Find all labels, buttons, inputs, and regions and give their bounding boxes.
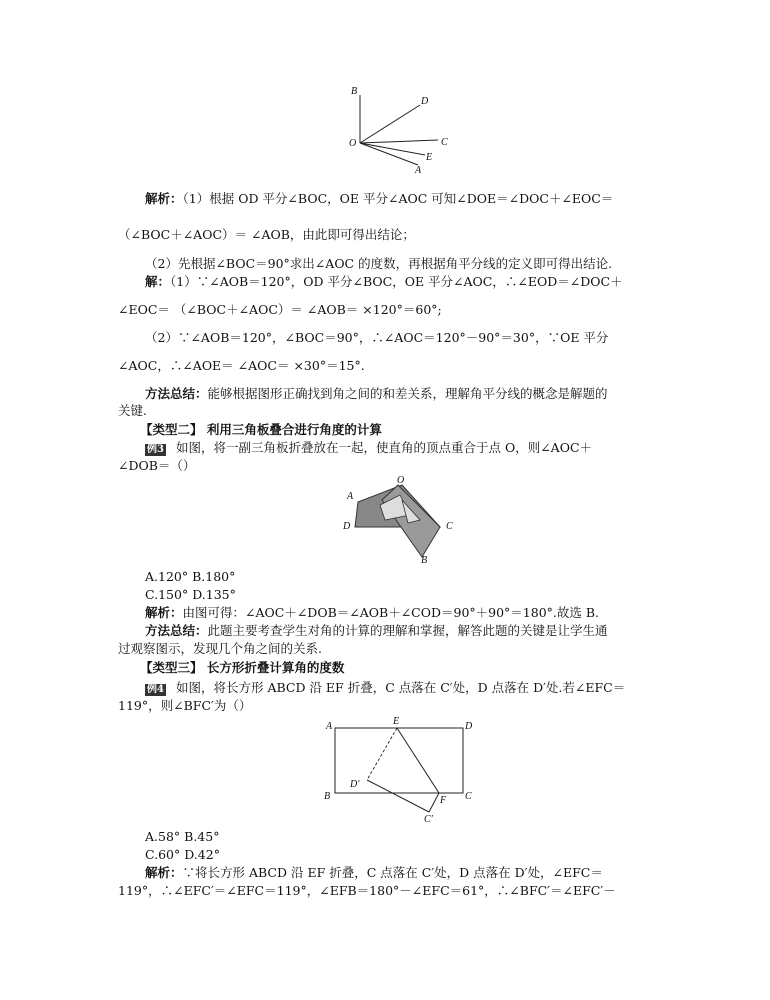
solution1-line2: ∠EOC＝ （∠BOC＋∠AOC）＝ ∠AOB＝ ×120°＝60°; [118, 302, 442, 317]
fig3-label-e: E [393, 716, 400, 727]
ex3-line2: ∠DOB＝（） [118, 458, 196, 473]
fig3-label-cprime: C′ [424, 814, 433, 825]
ex4-options-ab: A.58° B.45° [145, 829, 220, 844]
fig1-label-o: O [349, 138, 357, 149]
ex4-analysis-line2: 119°，∴∠EFC′＝∠EFC＝119°，∠EFB＝180°－∠EFC＝61°，∴∠BFC′＝∠EFC′－ [118, 883, 616, 898]
fig3-label-c: C [465, 791, 472, 802]
figure-rectangle-fold [325, 718, 485, 828]
method1-line1: 方法总结：能够根据图形正确找到角之间的和差关系，理解角平分线的概念是解题的 [145, 386, 608, 401]
ex3-options-cd: C.150° D.135° [145, 587, 236, 602]
figure-triangle-rulers [340, 475, 460, 570]
ex3-options-ab: A.120° B.180° [145, 569, 236, 584]
fig2-label-a: A [347, 491, 354, 502]
ex4-line1: 例4 如图，将长方形 ABCD 沿 EF 折叠，C 点落在 C′处，D 点落在 D′处.若∠EFC＝ [147, 680, 626, 695]
fig3-label-dprime: D′ [350, 779, 360, 790]
fig2-label-d: D [343, 521, 351, 532]
fig1-label-b: B [351, 86, 358, 97]
fig3-label-a: A [326, 721, 333, 732]
figure-angles [340, 85, 450, 175]
ex3-line1: 例3 如图，将一副三角板折叠放在一起，使直角的顶点重合于点 O，则∠AOC＋ [147, 440, 593, 455]
fig3-label-f: F [440, 795, 447, 806]
analysis1-line3: （2）先根据∠BOC＝90°求出∠AOC 的度数，再根据角平分线的定义即可得出结论. [145, 256, 613, 271]
type2-heading: 【类型二】 利用三角板叠合进行角度的计算 [140, 422, 382, 437]
solution1-line4: ∠AOC，∴∠AOE＝ ∠AOC＝ ×30°＝15°. [118, 358, 365, 373]
analysis1-line2: （∠BOC＋∠AOC）＝ ∠AOB，由此即可得出结论； [118, 227, 415, 242]
fig3-label-d: D [465, 721, 473, 732]
fig1-label-d: D [421, 96, 429, 107]
fig1-label-c: C [441, 137, 448, 148]
ex4-line2: 119°，则∠BFC′为（） [118, 698, 252, 713]
type3-heading: 【类型三】 长方形折叠计算角的度数 [140, 660, 345, 675]
ex4-options-cd: C.60° D.42° [145, 847, 220, 862]
solution1-line1: 解：（1）∵∠AOB＝120°，OD 平分∠BOC，OE 平分∠AOC，∴∠EOD＝∠DOC＋ [145, 274, 623, 289]
fig2-label-c: C [446, 521, 453, 532]
fig3-label-b: B [324, 791, 331, 802]
method1-line2: 关键. [118, 403, 147, 418]
fig2-label-b: B [421, 555, 428, 566]
analysis1-line1: 解析：（1）根据 OD 平分∠BOC，OE 平分∠AOC 可知∠DOE＝∠DOC＋∠EOC＝ [145, 191, 614, 206]
fig1-label-a: A [415, 165, 422, 176]
ex3-method-line2: 过观察图示，发现几个角之间的关系. [118, 641, 322, 656]
solution1-line3: （2）∵∠AOB＝120°，∠BOC＝90°，∴∠AOC＝120°－90°＝30°，∵OE 平分 [145, 330, 609, 345]
ex4-analysis-line1: 解析：∵将长方形 ABCD 沿 EF 折叠，C 点落在 C′处，D 点落在 D′处，∠EFC＝ [145, 865, 603, 880]
fig1-label-e: E [426, 152, 433, 163]
ex3-method-line1: 方法总结：此题主要考查学生对角的计算的理解和掌握，解答此题的关键是让学生通 [145, 623, 608, 638]
ex3-analysis: 解析：由图可得：∠AOC＋∠DOB＝∠AOB＋∠COD＝90°＋90°＝180°.故选 B. [145, 605, 600, 620]
fig2-label-o: O [397, 475, 405, 486]
